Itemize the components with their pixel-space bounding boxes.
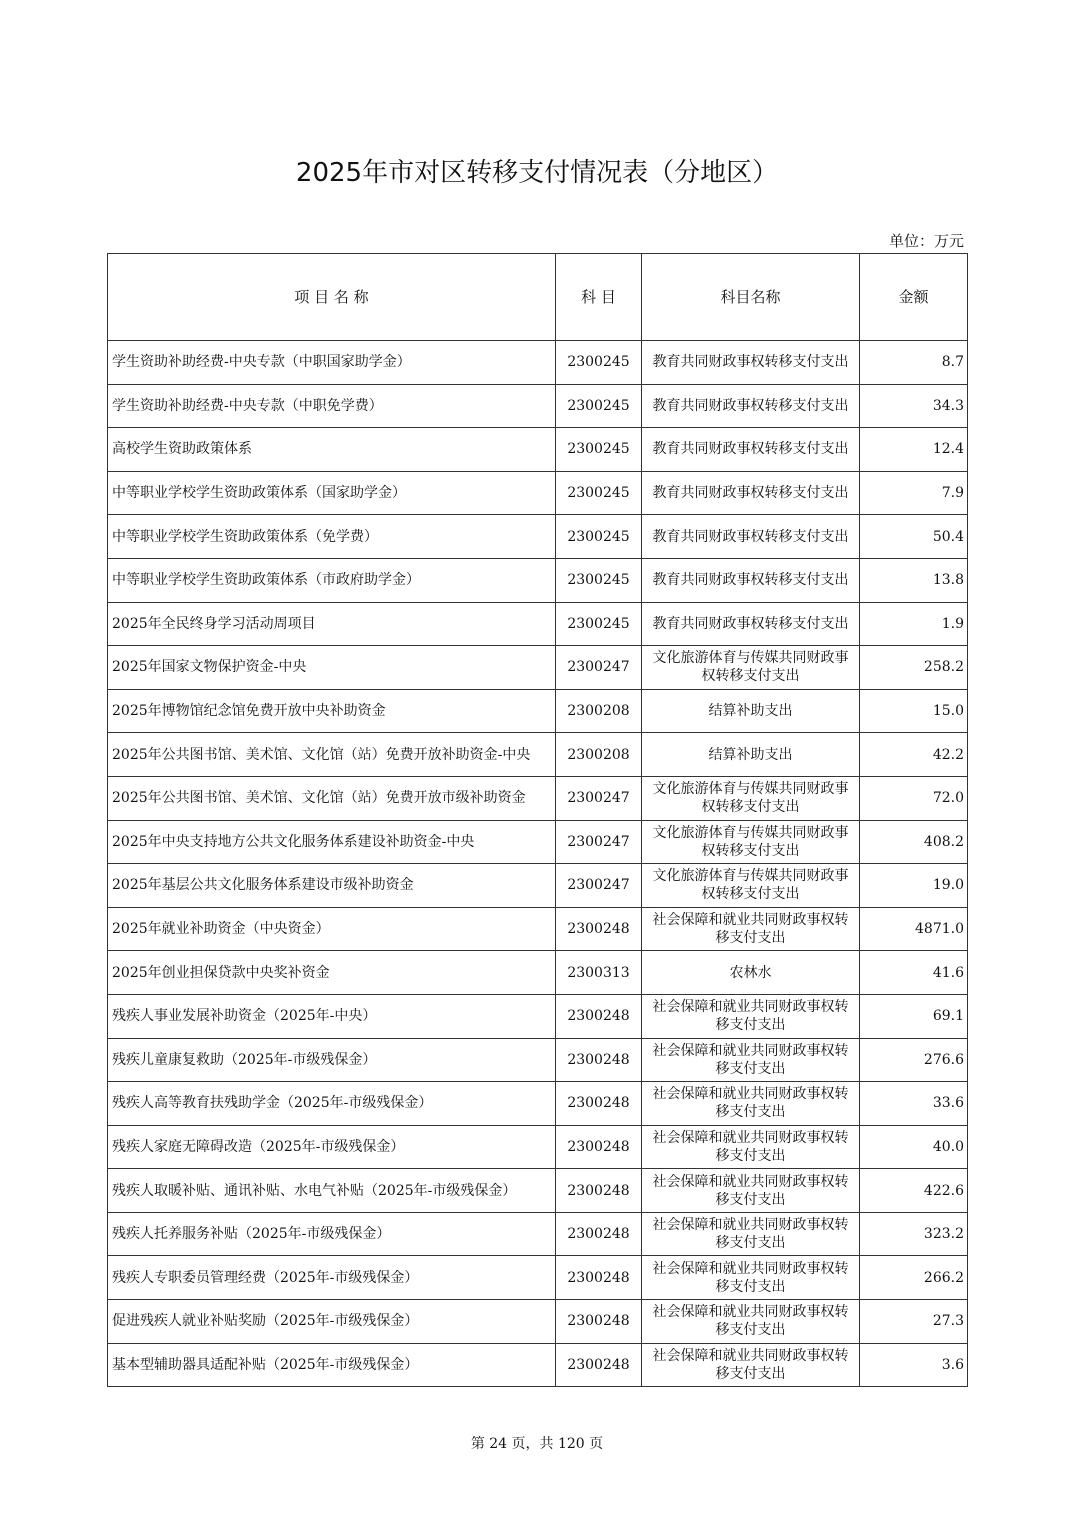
row-code: 2300247 bbox=[556, 776, 642, 820]
table-row bbox=[108, 689, 968, 733]
row-subject: 教育共同财政事权转移支付支出 bbox=[642, 341, 860, 385]
row-amount: 408.2 bbox=[860, 820, 968, 864]
row-name: 2025年就业补助资金（中央资金） bbox=[108, 907, 556, 951]
row-amount: 266.2 bbox=[860, 1256, 968, 1300]
row-code: 2300245 bbox=[556, 428, 642, 472]
row-name: 高校学生资助政策体系 bbox=[108, 428, 556, 472]
table-row bbox=[108, 1125, 968, 1169]
row-amount: 422.6 bbox=[860, 1169, 968, 1213]
row-name: 中等职业学校学生资助政策体系（免学费） bbox=[108, 515, 556, 559]
table-row bbox=[108, 820, 968, 864]
table-row bbox=[108, 733, 968, 777]
row-name: 2025年基层公共文化服务体系建设市级补助资金 bbox=[108, 864, 556, 908]
row-amount: 4871.0 bbox=[860, 907, 968, 951]
header-name: 项 目 名 称 bbox=[108, 254, 556, 341]
table-row bbox=[108, 1212, 968, 1256]
row-amount: 34.3 bbox=[860, 384, 968, 428]
row-name: 学生资助补助经费-中央专款（中职国家助学金） bbox=[108, 341, 556, 385]
row-code: 2300247 bbox=[556, 646, 642, 690]
row-code: 2300245 bbox=[556, 515, 642, 559]
row-name: 残疾人家庭无障碍改造（2025年-市级残保金） bbox=[108, 1125, 556, 1169]
row-code: 2300245 bbox=[556, 602, 642, 646]
row-amount: 12.4 bbox=[860, 428, 968, 472]
row-subject: 社会保障和就业共同财政事权转移支付支出 bbox=[642, 1038, 860, 1082]
table-row bbox=[108, 384, 968, 428]
row-code: 2300208 bbox=[556, 733, 642, 777]
row-name: 残疾人高等教育扶残助学金（2025年-市级残保金） bbox=[108, 1082, 556, 1126]
row-amount: 40.0 bbox=[860, 1125, 968, 1169]
row-subject: 社会保障和就业共同财政事权转移支付支出 bbox=[642, 907, 860, 951]
row-subject: 教育共同财政事权转移支付支出 bbox=[642, 602, 860, 646]
row-subject: 社会保障和就业共同财政事权转移支付支出 bbox=[642, 1343, 860, 1387]
row-amount: 15.0 bbox=[860, 689, 968, 733]
row-code: 2300248 bbox=[556, 907, 642, 951]
row-amount: 42.2 bbox=[860, 733, 968, 777]
row-amount: 33.6 bbox=[860, 1082, 968, 1126]
row-code: 2300248 bbox=[556, 1038, 642, 1082]
row-code: 2300313 bbox=[556, 951, 642, 995]
table-row bbox=[108, 951, 968, 995]
row-amount: 50.4 bbox=[860, 515, 968, 559]
row-subject: 文化旅游体育与传媒共同财政事权转移支付支出 bbox=[642, 820, 860, 864]
page-footer: 第 24 页，共 120 页 bbox=[470, 1436, 604, 1452]
row-name: 促进残疾人就业补贴奖励（2025年-市级残保金） bbox=[108, 1300, 556, 1344]
row-amount: 323.2 bbox=[860, 1212, 968, 1256]
row-subject: 社会保障和就业共同财政事权转移支付支出 bbox=[642, 1212, 860, 1256]
row-subject: 教育共同财政事权转移支付支出 bbox=[642, 384, 860, 428]
row-code: 2300247 bbox=[556, 864, 642, 908]
unit-label: 单位：万元 bbox=[888, 232, 964, 250]
header-amount: 金额 bbox=[860, 254, 968, 341]
row-name: 2025年公共图书馆、美术馆、文化馆（站）免费开放补助资金-中央 bbox=[108, 733, 556, 777]
row-name: 中等职业学校学生资助政策体系（国家助学金） bbox=[108, 471, 556, 515]
row-amount: 3.6 bbox=[860, 1343, 968, 1387]
row-amount: 13.8 bbox=[860, 558, 968, 602]
row-subject: 教育共同财政事权转移支付支出 bbox=[642, 515, 860, 559]
row-code: 2300248 bbox=[556, 1300, 642, 1344]
row-name: 2025年创业担保贷款中央奖补资金 bbox=[108, 951, 556, 995]
page-title: 2025年市对区转移支付情况表（分地区） bbox=[295, 158, 779, 188]
table-row bbox=[108, 994, 968, 1038]
row-code: 2300248 bbox=[556, 1212, 642, 1256]
row-subject: 社会保障和就业共同财政事权转移支付支出 bbox=[642, 1300, 860, 1344]
row-amount: 72.0 bbox=[860, 776, 968, 820]
table-row bbox=[108, 1038, 968, 1082]
row-code: 2300245 bbox=[556, 558, 642, 602]
row-code: 2300248 bbox=[556, 994, 642, 1038]
row-code: 2300248 bbox=[556, 1169, 642, 1213]
table-row bbox=[108, 1256, 968, 1300]
table-row bbox=[108, 1169, 968, 1213]
row-subject: 社会保障和就业共同财政事权转移支付支出 bbox=[642, 1125, 860, 1169]
row-amount: 1.9 bbox=[860, 602, 968, 646]
row-subject: 社会保障和就业共同财政事权转移支付支出 bbox=[642, 994, 860, 1038]
table-row bbox=[108, 558, 968, 602]
row-subject: 农林水 bbox=[642, 951, 860, 995]
row-subject: 社会保障和就业共同财政事权转移支付支出 bbox=[642, 1082, 860, 1126]
row-code: 2300247 bbox=[556, 820, 642, 864]
header-subject: 科目名称 bbox=[642, 254, 860, 341]
row-name: 2025年公共图书馆、美术馆、文化馆（站）免费开放市级补助资金 bbox=[108, 776, 556, 820]
row-code: 2300248 bbox=[556, 1343, 642, 1387]
row-code: 2300245 bbox=[556, 384, 642, 428]
row-name: 2025年国家文物保护资金-中央 bbox=[108, 646, 556, 690]
row-code: 2300248 bbox=[556, 1256, 642, 1300]
row-subject: 社会保障和就业共同财政事权转移支付支出 bbox=[642, 1256, 860, 1300]
row-name: 残疾人事业发展补助资金（2025年-中央） bbox=[108, 994, 556, 1038]
table-row bbox=[108, 907, 968, 951]
table-row bbox=[108, 428, 968, 472]
row-subject: 结算补助支出 bbox=[642, 733, 860, 777]
header-code: 科 目 bbox=[556, 254, 642, 341]
table-row bbox=[108, 646, 968, 690]
row-code: 2300245 bbox=[556, 471, 642, 515]
row-code: 2300248 bbox=[556, 1125, 642, 1169]
row-amount: 19.0 bbox=[860, 864, 968, 908]
row-amount: 27.3 bbox=[860, 1300, 968, 1344]
row-code: 2300208 bbox=[556, 689, 642, 733]
table-row bbox=[108, 1343, 968, 1387]
row-name: 残疾人取暖补贴、通讯补贴、水电气补贴（2025年-市级残保金） bbox=[108, 1169, 556, 1213]
table-row bbox=[108, 515, 968, 559]
transfer-payment-table bbox=[107, 253, 968, 1387]
row-subject: 文化旅游体育与传媒共同财政事权转移支付支出 bbox=[642, 864, 860, 908]
table-header-row bbox=[108, 254, 968, 341]
row-subject: 文化旅游体育与传媒共同财政事权转移支付支出 bbox=[642, 646, 860, 690]
row-name: 基本型辅助器具适配补贴（2025年-市级残保金） bbox=[108, 1343, 556, 1387]
row-name: 残疾人专职委员管理经费（2025年-市级残保金） bbox=[108, 1256, 556, 1300]
row-subject: 教育共同财政事权转移支付支出 bbox=[642, 471, 860, 515]
row-subject: 社会保障和就业共同财政事权转移支付支出 bbox=[642, 1169, 860, 1213]
row-subject: 文化旅游体育与传媒共同财政事权转移支付支出 bbox=[642, 776, 860, 820]
row-code: 2300248 bbox=[556, 1082, 642, 1126]
row-amount: 276.6 bbox=[860, 1038, 968, 1082]
row-code: 2300245 bbox=[556, 341, 642, 385]
row-name: 残疾儿童康复救助（2025年-市级残保金） bbox=[108, 1038, 556, 1082]
row-name: 残疾人托养服务补贴（2025年-市级残保金） bbox=[108, 1212, 556, 1256]
row-amount: 258.2 bbox=[860, 646, 968, 690]
row-amount: 69.1 bbox=[860, 994, 968, 1038]
row-name: 2025年中央支持地方公共文化服务体系建设补助资金-中央 bbox=[108, 820, 556, 864]
row-subject: 教育共同财政事权转移支付支出 bbox=[642, 558, 860, 602]
row-amount: 8.7 bbox=[860, 341, 968, 385]
table-row bbox=[108, 864, 968, 908]
row-name: 学生资助补助经费-中央专款（中职免学费） bbox=[108, 384, 556, 428]
table-row bbox=[108, 471, 968, 515]
row-amount: 7.9 bbox=[860, 471, 968, 515]
row-amount: 41.6 bbox=[860, 951, 968, 995]
table-row bbox=[108, 602, 968, 646]
row-name: 2025年全民终身学习活动周项目 bbox=[108, 602, 556, 646]
table-row bbox=[108, 1300, 968, 1344]
table-row bbox=[108, 776, 968, 820]
row-name: 中等职业学校学生资助政策体系（市政府助学金） bbox=[108, 558, 556, 602]
row-subject: 教育共同财政事权转移支付支出 bbox=[642, 428, 860, 472]
table-row bbox=[108, 1082, 968, 1126]
row-subject: 结算补助支出 bbox=[642, 689, 860, 733]
row-name: 2025年博物馆纪念馆免费开放中央补助资金 bbox=[108, 689, 556, 733]
table-row bbox=[108, 341, 968, 385]
